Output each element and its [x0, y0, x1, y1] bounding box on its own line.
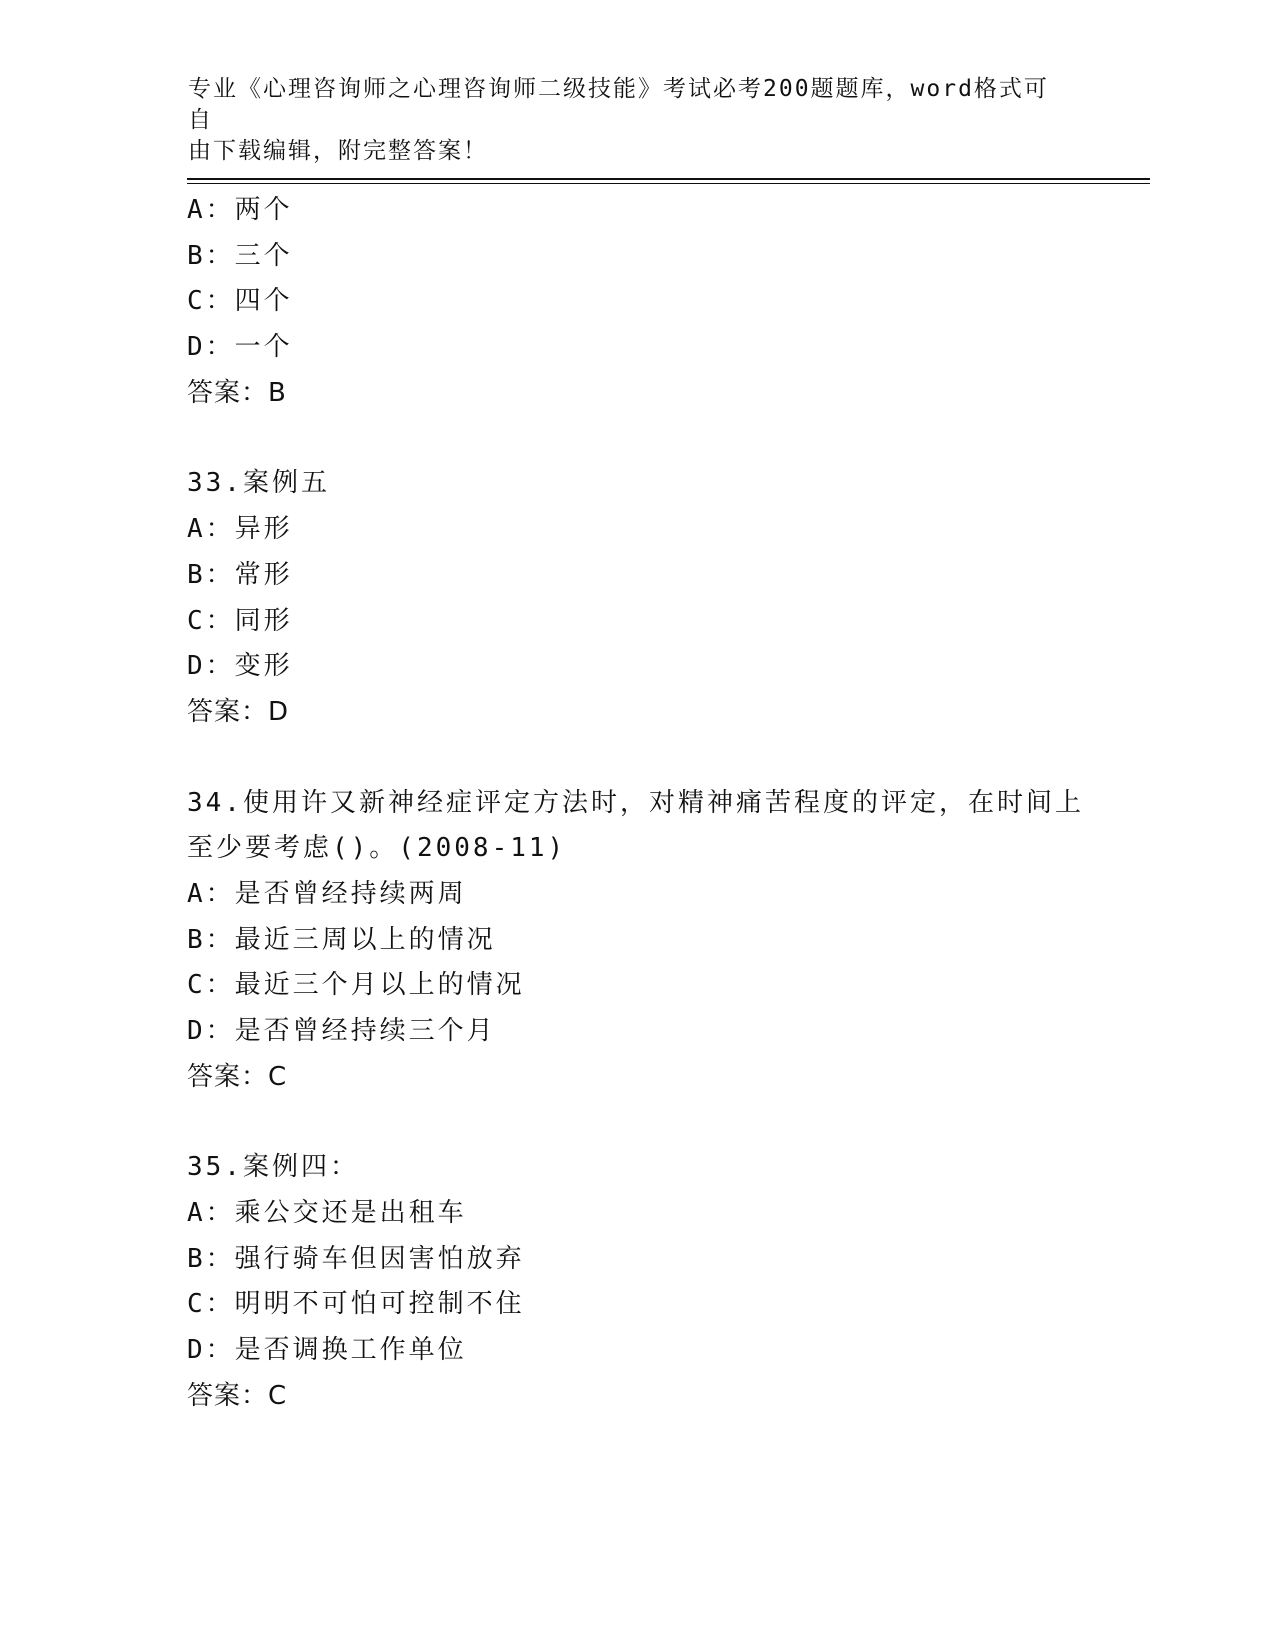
option-b: B：最近三周以上的情况	[187, 924, 496, 955]
option-a: A：两个	[187, 195, 293, 225]
option-c: C：明明不可怕可控制不住	[187, 1289, 525, 1320]
option-c: C：四个	[187, 286, 293, 317]
option-d: D：是否曾经持续三个月	[187, 1016, 496, 1046]
option-a: A：异形	[187, 514, 293, 545]
question-block-34	[187, 781, 1087, 1101]
answer-line: 答案：D	[187, 696, 290, 727]
option-d: D：变形	[187, 651, 293, 682]
header-divider-thin	[187, 183, 1150, 184]
option-d: D：是否调换工作单位	[187, 1335, 467, 1366]
option-b: B：三个	[187, 240, 293, 271]
question-text: 35.案例四：	[187, 1152, 359, 1183]
option-b: B：强行骑车但因害怕放弃	[187, 1243, 525, 1274]
answer-line: 答案：C	[187, 1061, 288, 1092]
question-text-line-1: 34.使用许又新神经症评定方法时，对精神痛苦程度的评定，在时间上	[187, 787, 1084, 818]
block-spacer	[187, 736, 1087, 781]
question-list	[187, 188, 1087, 1420]
option-c: C：同形	[187, 605, 293, 636]
question-block-33	[187, 461, 1087, 735]
document-header	[188, 74, 1068, 167]
option-a: A：是否曾经持续两周	[187, 878, 467, 909]
option-c: C：最近三个月以上的情况	[187, 970, 525, 1001]
question-text: 33.案例五	[187, 468, 330, 499]
question-block-32	[187, 188, 1087, 416]
option-b: B：常形	[187, 559, 293, 590]
answer-line: 答案：C	[187, 1380, 288, 1411]
block-spacer	[187, 416, 1087, 461]
header-divider-thick	[187, 178, 1150, 180]
block-spacer	[187, 1100, 1087, 1145]
question-block-35	[187, 1145, 1087, 1419]
header-line-2: 由下载编辑，附完整答案！	[188, 138, 488, 164]
option-d: D：一个	[187, 332, 293, 363]
header-line-1: 专业《心理咨询师之心理咨询师二级技能》考试必考200题题库，word格式可自	[188, 76, 1049, 133]
answer-line: 答案：B	[187, 377, 287, 408]
question-text-line-2: 至少要考虑()。(2008-11)	[187, 833, 567, 864]
option-a: A：乘公交还是出租车	[187, 1198, 467, 1229]
